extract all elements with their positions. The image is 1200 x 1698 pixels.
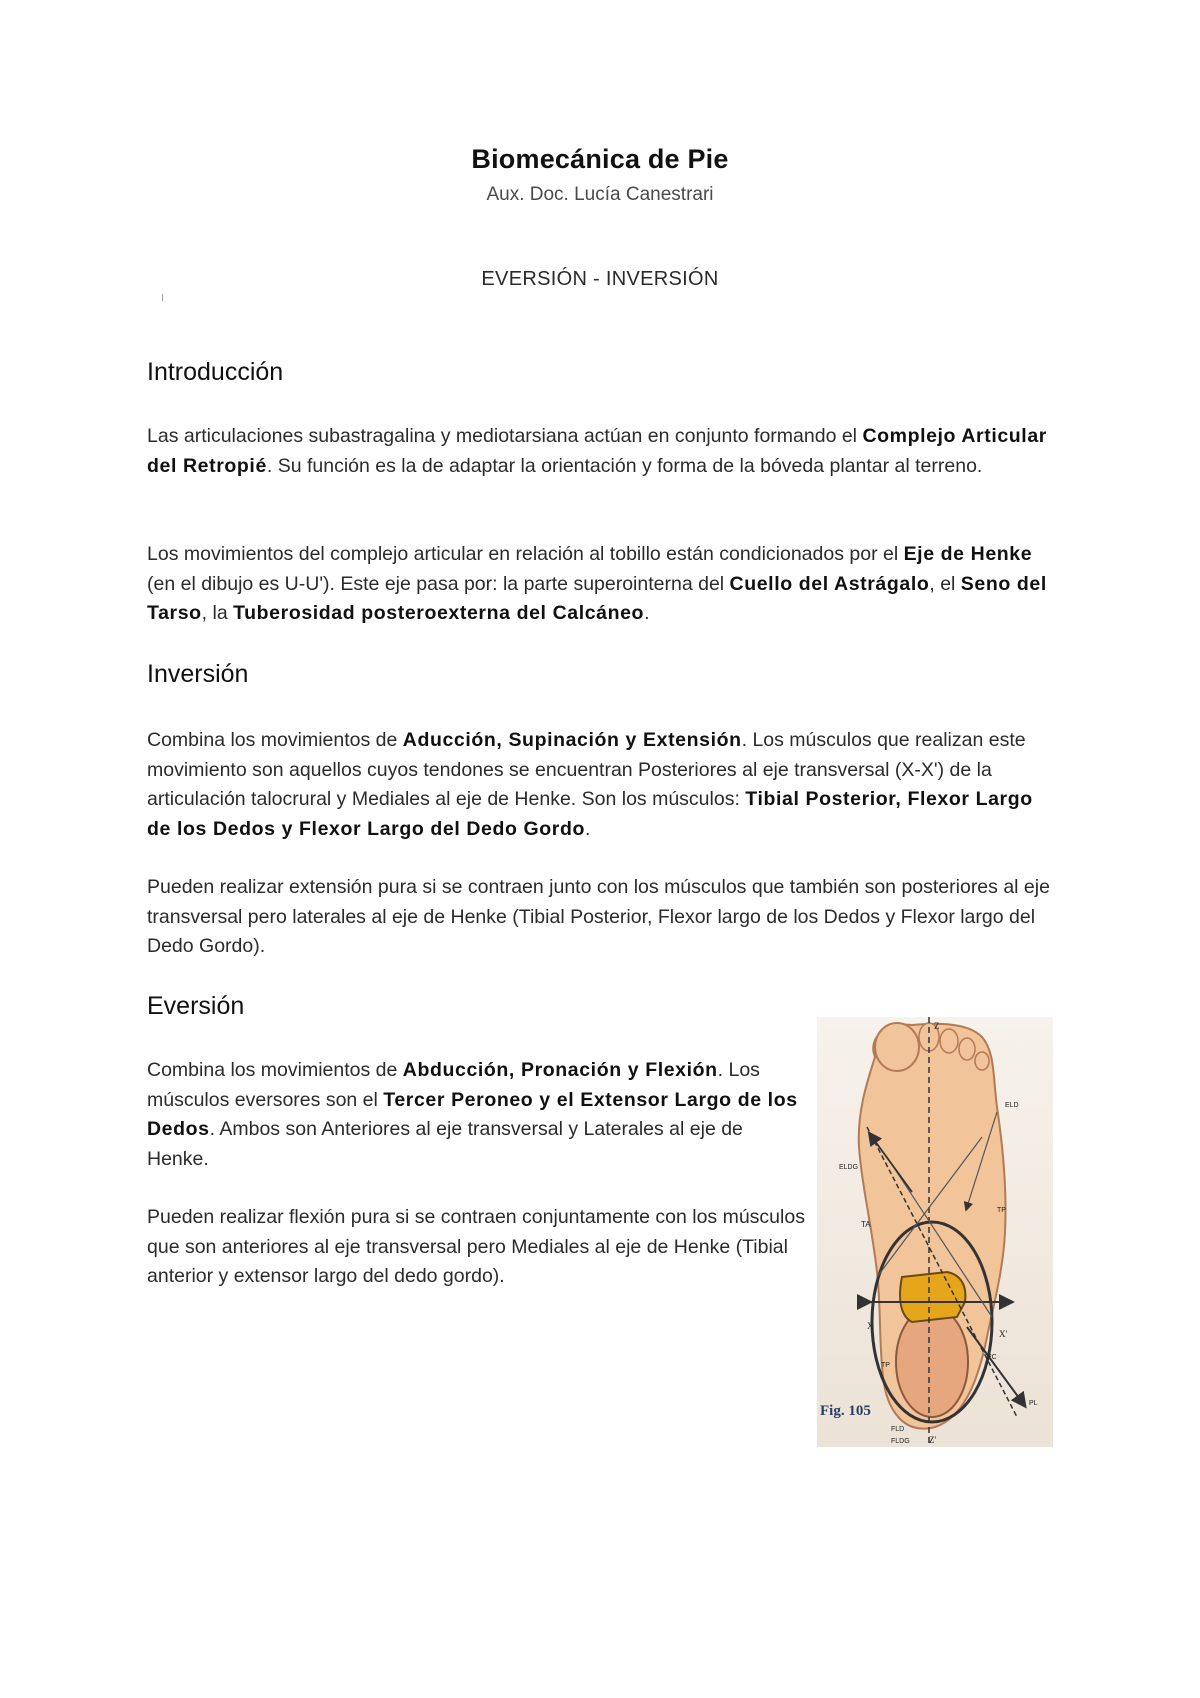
- toe-3: [940, 1029, 958, 1053]
- text-run: Combina los movimientos de: [147, 729, 403, 751]
- text-run: . Los músculos eversores son el: [147, 1059, 760, 1111]
- text-run: (en el dibujo es U-U'). Este eje pasa por: la parte superointerna del: [147, 572, 730, 595]
- heading-inversion: Inversión: [147, 660, 249, 688]
- foot-diagram: [817, 1017, 1053, 1447]
- paragraph-introduccion-2: [147, 540, 1062, 629]
- heading-eversion: Eversión: [147, 992, 245, 1020]
- paragraph-eversion-2: [147, 1203, 807, 1292]
- text-run: . Su función es la de adaptar la orientación y forma de la bóveda plantar al terreno.: [266, 454, 983, 477]
- text-run: Combina los movimientos de: [147, 1059, 403, 1081]
- label-x-left: X: [867, 1321, 874, 1331]
- toe-4: [959, 1038, 975, 1060]
- label-ta: TA: [861, 1220, 871, 1229]
- stray-mark: [162, 294, 163, 301]
- heading-introduccion: Introducción: [147, 358, 284, 386]
- document-title: Biomecánica de Pie: [471, 144, 729, 174]
- text-run: , la: [201, 602, 234, 624]
- label-x-right: X': [999, 1329, 1008, 1339]
- heel-inner: [896, 1307, 968, 1417]
- label-tp-top: TP: [997, 1207, 1006, 1214]
- label-fld: FLD: [891, 1426, 905, 1433]
- bold-text: Seno del Tarso: [147, 572, 1047, 624]
- toe-5: [975, 1052, 989, 1070]
- label-eldg: ELDG: [839, 1164, 859, 1171]
- label-fldg: FLDG: [891, 1438, 910, 1445]
- bold-text: Abducción, Pronación y Flexión: [402, 1059, 718, 1081]
- bold-text: Aducción, Supinación y Extensión: [402, 729, 742, 751]
- text-run: , el: [929, 572, 961, 595]
- label-z-prime: Z': [929, 1435, 937, 1445]
- talus-block: [900, 1272, 965, 1322]
- foot-axes-figure: [817, 1017, 1053, 1447]
- label-z: Z: [934, 1021, 940, 1031]
- document-author: Aux. Doc. Lucía Canestrari: [486, 184, 714, 205]
- figure-caption: Fig. 105: [820, 1403, 871, 1419]
- bold-text: Tibial Posterior, Flexor Largo de los Dedos y Flexor Largo del Dedo Gordo: [147, 788, 1033, 840]
- paragraph-inversion-2: [147, 873, 1062, 962]
- label-pl: PL: [1029, 1400, 1038, 1407]
- label-pc: PC: [987, 1354, 997, 1361]
- text-run: Los movimientos del complejo articular en relación al tobillo están condicionados por el: [147, 543, 904, 565]
- text-run: .: [585, 817, 591, 840]
- text-run: Las articulaciones subastragalina y mediotarsiana actúan en conjunto formando el: [147, 425, 863, 447]
- label-tp-bottom: TP: [881, 1362, 890, 1369]
- text-run: Pueden realizar extensión pura si se contraen junto con los músculos que también son posteriores al eje transversal pero laterales al eje de Henke (Tibial Posterior, Flexor largo de los Dedos y Flexor largo del Dedo Gordo).: [147, 876, 1050, 957]
- bold-text: Complejo Articular del Retropié: [147, 425, 1047, 477]
- paragraph-introduccion-1: [147, 422, 1062, 481]
- text-run: .: [644, 602, 650, 624]
- text-run: Pueden realizar flexión pura si se contraen conjuntamente con los músculos que son anteriores al eje transversal pero Mediales al eje de Henke (Tibial anterior y extensor largo del dedo gordo).: [147, 1206, 805, 1287]
- label-eld: ELD: [1005, 1102, 1019, 1109]
- bold-text: Tercer Peroneo y el Extensor Largo de los Dedos: [147, 1088, 798, 1140]
- document-subtitle: EVERSIÓN - INVERSIÓN: [481, 268, 719, 290]
- big-toe: [875, 1023, 919, 1071]
- paragraph-eversion-1: [147, 1056, 807, 1174]
- text-run: . Los músculos que realizan este movimiento son aquellos cuyos tendones se encuentran Posteriores al eje transversal (X-X') de la articulación talocrural y Mediales al eje de Henke. Son los músculos:: [147, 729, 1026, 810]
- bold-text: Tuberosidad posteroexterna del Calcáneo: [233, 602, 645, 624]
- paragraph-inversion-1: [147, 726, 1062, 844]
- bold-text: Eje de Henke: [903, 543, 1033, 565]
- bold-text: Cuello del Astrágalo: [729, 572, 930, 595]
- text-run: . Ambos son Anteriores al eje transversal y Laterales al eje de Henke.: [147, 1118, 743, 1170]
